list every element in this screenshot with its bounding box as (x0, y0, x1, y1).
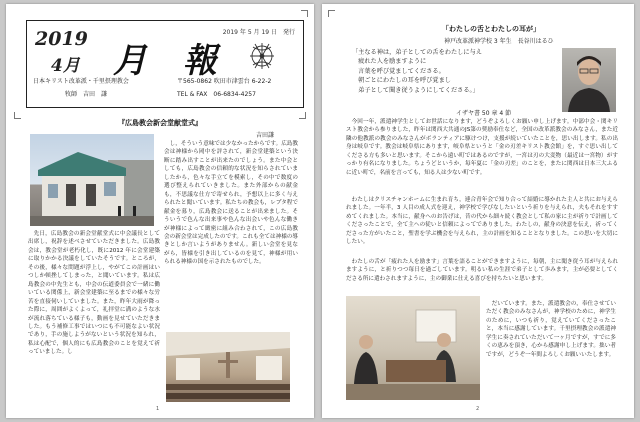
newsletter-page-1 (6, 4, 314, 418)
article-headline: 『広島教会新会堂献堂式』 (118, 119, 202, 127)
verse-line: 「主なる神は，弟子としての舌をわたしに与え (352, 49, 482, 56)
scripture-reference: イザヤ書 50 章 4 節 (456, 110, 512, 117)
issue-date: 2019 年 5 月 19 日 発行 (222, 29, 295, 36)
masthead-title: 月 報 (113, 41, 229, 81)
article-byline: 吉田謙 (256, 132, 275, 139)
church-phone: TEL & FAX 06-6834-4257 (177, 91, 256, 98)
masthead-month: 4月 (51, 56, 80, 76)
article-byline: 神戸改革派神学校 3 年生 長谷川はるひ (444, 38, 554, 45)
article-paragraph-right: し，そういう意味では少なかったからです。広島教会は神様から岡中を評されて，新会堂建築という決断に踏み出すことが出来たのでしょう。また中会としても，広島教会の信頼的な状況を知らされていましたから，色々な手立てを模索し，その中で数度の選び整えられていきました。また外部からの献金も，不思議な仕方で寄せられ，予想以上に多く与えられたと聞いています。私たちの教会も，レプタ程で献金を募り，広島教会に送ることが出来ました。そういうで色んな出来事や色んな出会いや色んな働きが神様によって緻密に組み合わされて，この広島教会の新会堂は完成したのです。これも全ては神様の導きとしか言いようがありません。新しい会堂を見ながら，皆様を引き出しているのを見て，神様が用いられる神様の国を示されたものでした。 (164, 141, 298, 266)
verse-line: 疲れた人を励ますように (352, 58, 427, 66)
crop-mark-top-left (328, 10, 335, 17)
scripture-quote (352, 48, 562, 95)
article-paragraph: わたしの舌が「疲れた人を励ます」言葉を語ることができますように，毎朝，主に聞き従う耳が与えられますように，と祈りつつ毎日を過ごしています。明るい私の生涯で弟子として歩みます，主が必要としてくださる所に遣わされますように，主の御業に仕える喜びを持ちたいと思います。 (346, 259, 618, 282)
article-column-right (164, 140, 298, 326)
author-portrait-photo (562, 48, 616, 112)
article-headline: 「わたしの舌とわたしの耳が」 (442, 25, 540, 33)
church-emblem-icon (243, 39, 281, 73)
seminary-group-photo (346, 296, 480, 400)
article-body-low (346, 258, 618, 292)
church-building-photo (30, 134, 154, 226)
verse-line: 弟子として聞き従うようにしてくださる。」 (352, 86, 479, 94)
sanctuary-interior-photo (166, 332, 290, 402)
page-number: 1 (156, 406, 160, 412)
article-paragraph: 今回一年，派遣神学生としてお世話になります，どうぞよろしくお願い申し上げます。中部中会・関キリスト教会から参りました，昨年は関西大共通のJS第の奨励奉仕など，全国の改革派教会のみなさん，また近隣の他教派の教会のみなさんがボランティアに駆けつけ，支援が続いていたことを，思い出します。私の出身は岐阜です。教会は岐阜県にあります，岐阜県というと「金の刃差キリスト教会館」を，すぐ思い出してくださる方も多いと思います。そこから遠い町ではあるのですが，一宮は刃の大変物（最近は一宮物）がすっかり有名になりました。ちょうどというか，毎年夏に「金の刃差」のことを，またに関西は日本三大ふるに近い町で，名前を言っても，知る人は少ない町です。 (346, 119, 618, 176)
article-column-left (28, 230, 160, 408)
article-paragraph: わたしはクリスチャンホームに生まれ育ち，連合青年会で知り合って結婚に導かれた主人と共にお与えられました。一年半，3 人目の成人式を迎え，神学校で学びなしたいという祈りを与えられ，夫もそれをすすめてくれました。本当に，献身へのお告げは，昔の代から細々続く教会として私の家に主が祈りで計画してくださったことで，全て主への従いと信頼によってでありました。わたしの，献身の決意を伝え，祈ってくださった方がいたこと，聖書を学ぶ機会を与えられ，主の計画を知ることとなりました。この思いを大切にしたい。 (346, 197, 618, 246)
article-body-mid (346, 196, 618, 256)
article-paragraph-left: 先日，広島教会の新会堂献堂式に中会議長として出席し，祝辞を述べさせていただきました。広島教会は，教会堂が老朽化し，既に2012 年に会堂建築に取りかかる決議をしていたそうです。ところが，その後，様々な問題が浮上し，やがてこの計画はいつしか頓挫してしまった，と聞いています。私は広島教会の中先生とも，中会の伝道委員会で一緒に働いている関係上，新会堂建築に至るまでの様々な労苦を直接伺いしていました。また，昨年大雨が降った際に，周囲がよくよって，礼拝堂に溝のような水が流れ落ちている様子も，動画を見せていただきました。もう補修工事ではいつにも不可能なよい状況であり，手の施しようがないという状況を知られ，私は心配で，個人的にも広島教会のことを覚えて祈っていました。し (28, 231, 160, 356)
page-number: 2 (476, 406, 480, 412)
crop-mark-right (299, 112, 306, 119)
newsletter-page-2 (322, 4, 634, 418)
article-body-right (486, 300, 616, 404)
church-name: 日本キリスト改革派・千里摂理教会 (33, 78, 129, 85)
masthead-year: 2019 (35, 28, 88, 50)
church-address: 〒565-0862 吹田市津雲台 6-22-2 (177, 78, 272, 85)
verse-line: 言葉を呼び覚ましてくださる。 (352, 67, 445, 75)
verse-line: 朝ごとにわたしの耳を呼び覚まし (352, 77, 451, 85)
crop-mark-left (14, 112, 21, 119)
pastor-name: 牧師 吉田 謙 (65, 91, 108, 98)
article-paragraph: だいています。また，派遣教会の，奉仕させていただく教会のみなさんが，神学校のために，神学生のために，いつも祈り，覚えていてくださったこと，本当に感謝しています。千里摂理教会の派遣神学生に奏されていただいて一ヶ月ですが，すでに多くの恵みを頂き，心から感謝申し上げます。拙い者ですが，どうぞ一年間よろしくお願いいたします。 (486, 301, 616, 358)
masthead (26, 20, 304, 108)
crop-mark-top-right (301, 10, 308, 17)
article-body-top (346, 118, 618, 194)
